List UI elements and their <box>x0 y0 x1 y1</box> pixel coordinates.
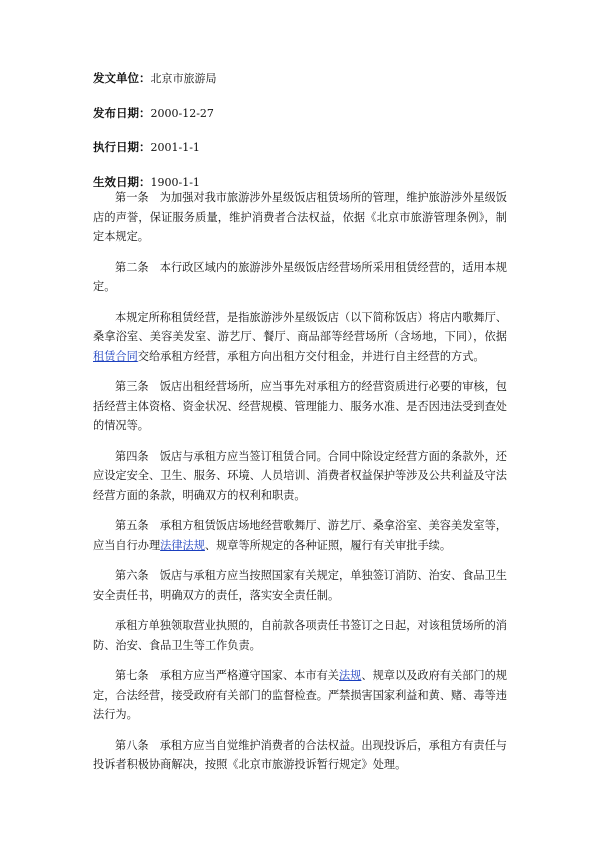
meta-colon: ： <box>139 105 151 120</box>
inline-link[interactable]: 法律法规 <box>160 538 205 552</box>
paragraph-text: 第六条 饭店与承租方应当按照国家有关规定，单独签订消防、治安、食品卫生安全责任书，明确双方的责任，落实安全责任制。 <box>93 569 507 602</box>
paragraph-text: 第二条 本行政区域内的旅游涉外星级饭店经营场所采用租赁经营的，适用本规定。 <box>93 260 507 293</box>
article-paragraph <box>93 566 507 605</box>
paragraph-text: 第五条 承租方租赁饭店场地经营歌舞厅、游艺厅、桑拿浴室、美容美发室等，应当自行办理 <box>93 519 507 552</box>
paragraph-text: 第八条 承租方应当自觉维护消费者的合法权益。出现投诉后，承租方有责任与投诉者积极协商解决，按照《北京市旅游投诉暂行规定》处理。 <box>93 738 507 771</box>
paragraph-text: 、规章以及政府有关部门的规定，合法经营，接受政府有关部门的监督检查。严禁损害国家利益和黄、赌、毒等违法行为。 <box>93 669 507 721</box>
meta-issuer-label: 发文单位 <box>93 71 139 85</box>
paragraph-text: 第一条 为加强对我市旅游涉外星级饭店租赁场所的管理，维护旅游涉外星级饭店的声誉，保证服务质量，维护消费者合法权益，依据《北京市旅游管理条例》，制定本规定。 <box>93 191 507 243</box>
meta-execution-date-value: 2001-1-1 <box>150 141 200 154</box>
meta-issuer <box>93 70 513 86</box>
paragraph-text: 第三条 饭店出租经营场所，应当事先对承租方的经营资质进行必要的审核，包括经营主体资格、资金状况、经营规模、管理能力、服务水准、是否因违法受到查处的情况等。 <box>93 380 507 432</box>
article-paragraph <box>93 736 507 775</box>
inline-link[interactable]: 法规 <box>338 669 362 682</box>
meta-execution-date <box>93 139 513 155</box>
meta-publish-date-value: 2000-12-27 <box>150 106 214 120</box>
meta-effective-date-label: 生效日期 <box>93 174 139 189</box>
article-paragraph <box>93 516 507 555</box>
inline-link[interactable]: 租赁合同 <box>93 349 138 363</box>
paragraph-text: 、规章等所规定的各种证照，履行有关审批手续。 <box>204 538 452 552</box>
meta-publish-date <box>93 105 513 121</box>
meta-colon: ： <box>139 140 151 154</box>
article-paragraph <box>93 666 507 725</box>
document-body <box>93 188 507 786</box>
article-paragraph <box>93 188 507 247</box>
meta-colon: ： <box>139 71 151 85</box>
meta-effective-date-value: 1900-1-1 <box>150 175 200 189</box>
paragraph-text: 交给承租方经营，承租方向出租方交付租金，并进行自主经营的方式。 <box>137 349 485 363</box>
article-paragraph <box>93 308 507 367</box>
meta-execution-date-label: 执行日期 <box>93 140 139 154</box>
meta-issuer-value: 北京市旅游局 <box>150 72 217 85</box>
paragraph-text: 承租方单独领取营业执照的，自前款各项责任书签订之日起，对该租赁场所的消防、治安、食品卫生等工作负责。 <box>93 619 507 652</box>
meta-colon: ： <box>139 174 151 189</box>
meta-publish-date-label: 发布日期 <box>93 105 139 120</box>
article-paragraph <box>93 616 507 655</box>
article-paragraph <box>93 447 507 506</box>
article-paragraph <box>93 377 507 436</box>
article-paragraph <box>93 258 507 297</box>
paragraph-text: 第四条 饭店与承租方应当签订租赁合同。合同中除设定经营方面的条款外，还应设定安全、卫生、服务、环境、人员培训、消费者权益保护等涉及公共利益及守法经营方面的条款，明确双方的权利和职责。 <box>93 449 507 502</box>
paragraph-text: 本规定所称租赁经营，是指旅游涉外星级饭店（以下简称饭店）将店内歌舞厅、桑拿浴室、美容美发室、游艺厅、餐厅、商品部等经营场所（含场地，下同），依据 <box>93 310 507 343</box>
paragraph-text: 第七条 承租方应当严格遵守国家、本市有关 <box>115 669 339 682</box>
